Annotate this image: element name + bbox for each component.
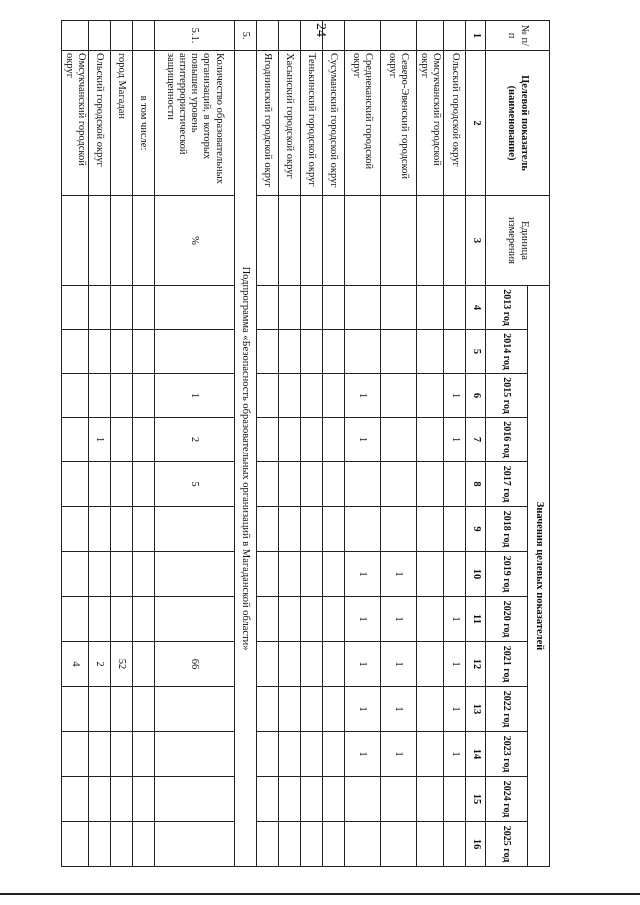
value-cell xyxy=(61,462,88,507)
table-row xyxy=(88,21,110,867)
value-cell xyxy=(132,196,154,286)
value-cell xyxy=(278,507,300,552)
indicators-table xyxy=(61,20,550,867)
column-number: 5 xyxy=(466,330,486,374)
header-year: 2013 год xyxy=(486,286,528,330)
row-number xyxy=(110,21,132,51)
table-row xyxy=(154,21,234,867)
value-cell xyxy=(110,462,132,507)
table-row xyxy=(344,21,380,867)
value-cell xyxy=(110,374,132,418)
value-cell xyxy=(416,330,443,374)
header-unit: Единица измерения xyxy=(486,196,550,286)
value-cell xyxy=(444,507,466,552)
value-cell xyxy=(110,418,132,462)
row-number xyxy=(256,21,278,51)
value-cell xyxy=(61,822,88,867)
header-year: 2024 год xyxy=(486,777,528,822)
value-cell xyxy=(256,822,278,867)
value-cell xyxy=(380,462,416,507)
header-year: 2019 год xyxy=(486,552,528,597)
unit-cell xyxy=(300,196,322,286)
value-cell xyxy=(110,286,132,330)
value-cell xyxy=(88,597,110,642)
indicator-name: Ольский городской округ xyxy=(88,51,110,196)
value-cell xyxy=(416,374,443,418)
value-cell xyxy=(416,507,443,552)
indicator-name: Количество образовательных организаций, в которых повышен уровень антитеррористической защищенности xyxy=(154,51,234,196)
value-cell xyxy=(444,462,466,507)
column-number: 16 xyxy=(466,822,486,867)
row-number xyxy=(344,21,380,51)
value-cell xyxy=(110,822,132,867)
column-number: 12 xyxy=(466,642,486,687)
header-year: 2025 год xyxy=(486,822,528,867)
value-cell xyxy=(110,597,132,642)
header-year: 2020 год xyxy=(486,597,528,642)
value-cell xyxy=(278,822,300,867)
value-cell xyxy=(300,286,322,330)
column-number: 7 xyxy=(466,418,486,462)
value-cell xyxy=(444,552,466,597)
value-cell xyxy=(61,777,88,822)
value-cell: 1 xyxy=(444,732,466,777)
value-cell xyxy=(444,777,466,822)
table-row xyxy=(300,21,322,867)
value-cell xyxy=(132,687,154,732)
value-cell xyxy=(256,418,278,462)
value-cell xyxy=(380,418,416,462)
header-year: 2023 год xyxy=(486,732,528,777)
value-cell xyxy=(416,552,443,597)
value-cell xyxy=(88,777,110,822)
value-cell xyxy=(300,597,322,642)
header-indicator: Целевой показатель (наименование) xyxy=(486,51,550,196)
unit-cell xyxy=(61,196,88,286)
bottom-rule xyxy=(0,893,640,895)
value-cell xyxy=(322,286,344,330)
value-cell xyxy=(154,286,234,330)
value-cell xyxy=(278,777,300,822)
indicator-name: Хасынский городской округ xyxy=(278,51,300,196)
value-cell xyxy=(278,374,300,418)
value-cell xyxy=(322,330,344,374)
value-cell: 1 xyxy=(154,374,234,418)
indicator-name: Северо-Эвенский городской округ xyxy=(380,51,416,196)
value-cell xyxy=(300,732,322,777)
value-cell: 1 xyxy=(380,687,416,732)
value-cell xyxy=(344,462,380,507)
value-cell: 5 xyxy=(154,462,234,507)
value-cell xyxy=(61,687,88,732)
value-cell xyxy=(344,822,380,867)
table-row xyxy=(380,21,416,867)
row-number xyxy=(300,21,322,51)
column-number: 8 xyxy=(466,462,486,507)
value-cell xyxy=(132,374,154,418)
value-cell xyxy=(256,597,278,642)
value-cell: 66 xyxy=(154,642,234,687)
header-year: 2015 год xyxy=(486,374,528,418)
value-cell xyxy=(256,777,278,822)
value-cell xyxy=(110,330,132,374)
value-cell xyxy=(322,822,344,867)
value-cell xyxy=(256,687,278,732)
value-cell: 1 xyxy=(380,642,416,687)
column-number: 2 xyxy=(466,51,486,196)
value-cell xyxy=(322,597,344,642)
table-row xyxy=(416,21,443,867)
value-cell: 1 xyxy=(88,418,110,462)
value-cell xyxy=(61,552,88,597)
column-number: 11 xyxy=(466,597,486,642)
unit-cell xyxy=(88,196,110,286)
header-year: 2022 год xyxy=(486,687,528,732)
value-cell xyxy=(132,418,154,462)
value-cell xyxy=(88,552,110,597)
value-cell: 1 xyxy=(380,732,416,777)
value-cell xyxy=(88,822,110,867)
unit-cell xyxy=(380,196,416,286)
value-cell xyxy=(256,732,278,777)
indicator-name: Омсукчанский городской округ xyxy=(416,51,443,196)
table-row xyxy=(61,21,88,867)
value-cell xyxy=(322,642,344,687)
value-cell xyxy=(300,822,322,867)
header-year: 2018 год xyxy=(486,507,528,552)
value-cell xyxy=(132,552,154,597)
value-cell: 2 xyxy=(154,418,234,462)
indicator-name: город Магадан xyxy=(110,51,132,196)
value-cell: 1 xyxy=(444,418,466,462)
value-cell: 2 xyxy=(88,642,110,687)
value-cell xyxy=(416,777,443,822)
value-cell xyxy=(110,777,132,822)
indicator-name: Омсукчанский городской округ xyxy=(61,51,88,196)
indicator-name: Тенькинский городской округ xyxy=(300,51,322,196)
value-cell xyxy=(300,374,322,418)
value-cell: 1 xyxy=(344,552,380,597)
value-cell xyxy=(444,330,466,374)
value-cell xyxy=(132,597,154,642)
column-number: 3 xyxy=(466,196,486,286)
value-cell xyxy=(132,330,154,374)
header-values-group: Значения целевых показателей xyxy=(528,286,550,867)
table-row xyxy=(322,21,344,867)
header-year: 2014 год xyxy=(486,330,528,374)
value-cell xyxy=(416,418,443,462)
value-cell: 4 xyxy=(61,642,88,687)
value-cell xyxy=(154,777,234,822)
value-cell xyxy=(278,732,300,777)
indicator-name: Среднеканский городской округ xyxy=(344,51,380,196)
value-cell: 1 xyxy=(444,597,466,642)
value-cell xyxy=(132,507,154,552)
value-cell xyxy=(322,777,344,822)
value-cell xyxy=(344,777,380,822)
table-row xyxy=(278,21,300,867)
value-cell xyxy=(256,462,278,507)
value-cell xyxy=(132,822,154,867)
table-row xyxy=(256,21,278,867)
value-cell xyxy=(88,507,110,552)
value-cell xyxy=(132,462,154,507)
value-cell xyxy=(61,374,88,418)
value-cell xyxy=(278,286,300,330)
table-row xyxy=(444,21,466,867)
column-number: 10 xyxy=(466,552,486,597)
subprogram-row xyxy=(234,21,256,867)
value-cell xyxy=(256,330,278,374)
value-cell xyxy=(300,418,322,462)
value-cell xyxy=(110,552,132,597)
value-cell xyxy=(322,552,344,597)
value-cell xyxy=(380,507,416,552)
value-cell xyxy=(278,418,300,462)
column-number: 14 xyxy=(466,732,486,777)
row-number xyxy=(444,21,466,51)
row-number: 5.1. xyxy=(154,21,234,51)
value-cell xyxy=(88,687,110,732)
value-cell xyxy=(110,507,132,552)
value-cell xyxy=(416,597,443,642)
value-cell xyxy=(61,418,88,462)
value-cell: 1 xyxy=(444,374,466,418)
value-cell xyxy=(416,732,443,777)
value-cell xyxy=(61,732,88,777)
value-cell xyxy=(344,507,380,552)
value-cell xyxy=(300,330,322,374)
row-number xyxy=(322,21,344,51)
unit-cell xyxy=(416,196,443,286)
value-cell: 1 xyxy=(344,597,380,642)
column-number: 9 xyxy=(466,507,486,552)
value-cell xyxy=(322,418,344,462)
value-cell: 52 xyxy=(110,642,132,687)
table-row xyxy=(110,21,132,867)
page-number: 24 xyxy=(313,23,328,37)
row-number xyxy=(61,21,88,51)
value-cell: 1 xyxy=(344,418,380,462)
value-cell xyxy=(416,286,443,330)
value-cell xyxy=(61,507,88,552)
value-cell xyxy=(416,822,443,867)
column-number: 1 xyxy=(466,21,486,51)
header-year: 2021 год xyxy=(486,642,528,687)
value-cell xyxy=(416,462,443,507)
unit-cell xyxy=(256,196,278,286)
value-cell xyxy=(256,374,278,418)
column-number: 13 xyxy=(466,687,486,732)
rotated-table-inner xyxy=(63,20,550,865)
indicator-name: Сусуманский городской округ xyxy=(322,51,344,196)
value-cell xyxy=(132,777,154,822)
value-cell xyxy=(154,507,234,552)
value-cell xyxy=(256,552,278,597)
value-cell: 1 xyxy=(444,642,466,687)
value-cell xyxy=(344,286,380,330)
column-number: 15 xyxy=(466,777,486,822)
value-cell xyxy=(154,687,234,732)
subprogram-title: Подпрограмма «Безопасность образовательных организаций в Магаданской области» xyxy=(234,51,256,867)
unit-cell xyxy=(322,196,344,286)
value-cell xyxy=(322,507,344,552)
value-cell xyxy=(278,552,300,597)
value-cell: 1 xyxy=(344,642,380,687)
value-cell xyxy=(154,552,234,597)
column-number: 4 xyxy=(466,286,486,330)
value-cell xyxy=(380,777,416,822)
unit-cell xyxy=(344,196,380,286)
value-cell xyxy=(256,286,278,330)
value-cell xyxy=(300,552,322,597)
subprogram-number: 5. xyxy=(234,21,256,51)
value-cell xyxy=(154,732,234,777)
row-number xyxy=(132,21,154,51)
value-cell xyxy=(380,374,416,418)
unit-cell xyxy=(278,196,300,286)
value-cell xyxy=(110,687,132,732)
value-cell xyxy=(278,642,300,687)
value-cell: 1 xyxy=(380,552,416,597)
value-cell xyxy=(88,462,110,507)
unit-cell xyxy=(110,196,132,286)
value-cell xyxy=(88,330,110,374)
row-number xyxy=(88,21,110,51)
value-cell xyxy=(61,597,88,642)
header-num: № п/п xyxy=(486,21,550,51)
value-cell xyxy=(278,687,300,732)
value-cell: 1 xyxy=(344,732,380,777)
value-cell xyxy=(380,286,416,330)
value-cell xyxy=(110,732,132,777)
value-cell xyxy=(380,330,416,374)
value-cell xyxy=(256,642,278,687)
unit-cell xyxy=(444,196,466,286)
value-cell: 1 xyxy=(380,597,416,642)
value-cell xyxy=(300,642,322,687)
indicator-name: Ягоднинский городской округ xyxy=(256,51,278,196)
value-cell xyxy=(88,732,110,777)
value-cell xyxy=(154,822,234,867)
value-cell xyxy=(300,507,322,552)
value-cell xyxy=(416,687,443,732)
value-cell xyxy=(132,732,154,777)
header-year: 2017 год xyxy=(486,462,528,507)
value-cell xyxy=(444,286,466,330)
value-cell: 1 xyxy=(444,687,466,732)
value-cell xyxy=(322,462,344,507)
value-cell xyxy=(154,597,234,642)
header-year: 2016 год xyxy=(486,418,528,462)
value-cell xyxy=(300,462,322,507)
value-cell xyxy=(322,687,344,732)
value-cell xyxy=(300,687,322,732)
value-cell xyxy=(61,330,88,374)
value-cell xyxy=(380,822,416,867)
value-cell xyxy=(278,597,300,642)
value-cell xyxy=(416,642,443,687)
value-cell xyxy=(154,330,234,374)
rotated-table-container xyxy=(63,20,550,865)
value-cell xyxy=(278,462,300,507)
including-label: в том числе: xyxy=(132,51,154,196)
value-cell xyxy=(132,286,154,330)
value-cell xyxy=(322,732,344,777)
row-number xyxy=(278,21,300,51)
value-cell xyxy=(256,507,278,552)
column-number: 6 xyxy=(466,374,486,418)
value-cell xyxy=(61,286,88,330)
indicator-name: Ольский городской округ xyxy=(444,51,466,196)
value-cell xyxy=(344,330,380,374)
row-number xyxy=(416,21,443,51)
value-cell: 1 xyxy=(344,687,380,732)
value-cell: 1 xyxy=(344,374,380,418)
value-cell xyxy=(278,330,300,374)
value-cell xyxy=(322,374,344,418)
row-number xyxy=(380,21,416,51)
table-row xyxy=(132,21,154,867)
value-cell xyxy=(444,822,466,867)
value-cell xyxy=(300,777,322,822)
unit-cell: % xyxy=(154,196,234,286)
value-cell xyxy=(88,286,110,330)
value-cell xyxy=(132,642,154,687)
value-cell xyxy=(88,374,110,418)
